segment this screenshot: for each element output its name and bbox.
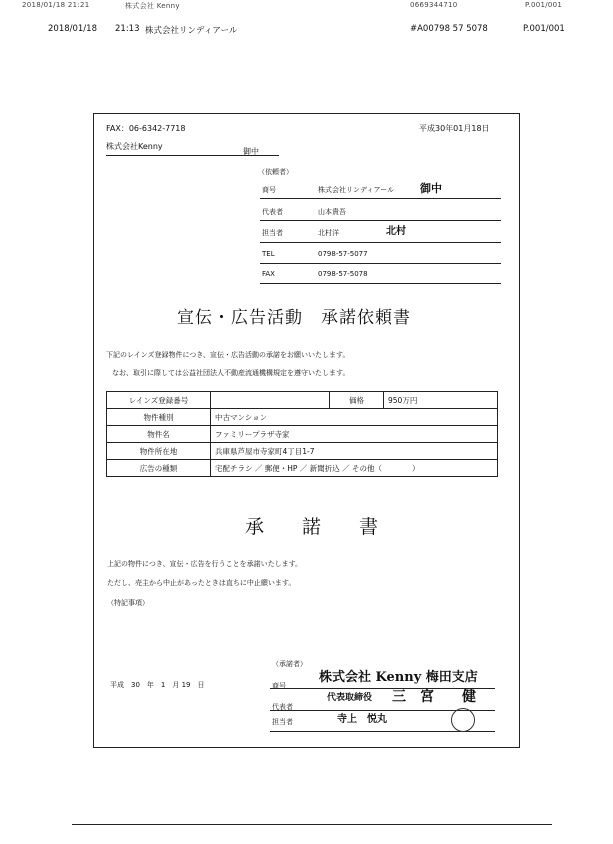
fax-header-top-sender: 株式会社 Kenny <box>125 2 180 10</box>
company-value: 株式会社リンディアール <box>318 186 395 194</box>
fax-label: FAX <box>262 270 275 278</box>
table-row-reins <box>107 392 498 409</box>
fax-header-page: P.001/001 <box>523 24 565 34</box>
rep-value: 山本貴吾 <box>318 208 346 216</box>
fax-header-date: 2018/01/18 <box>48 24 97 34</box>
special-notes: （特記事項） <box>107 599 149 607</box>
fax-header-top-datetime: 2018/01/18 21:21 <box>22 1 90 9</box>
recipient-suffix: 御中 <box>243 147 259 156</box>
document-date: 平成30年01月18日 <box>419 124 490 133</box>
rep-label: 代表者 <box>262 208 283 216</box>
recipient-underline <box>106 155 279 156</box>
approver-rep-label: 代表者 <box>272 703 293 711</box>
fax-header-faxno: #A00798 57 5078 <box>410 24 488 34</box>
property-table <box>106 391 498 477</box>
reins-value <box>211 392 330 409</box>
consent-line-2: ただし、売主から中止があったときは直ちに中止願います。 <box>107 579 296 587</box>
method-label: 広告の種類 <box>107 460 211 477</box>
price-label: 価格 <box>330 392 384 409</box>
approver-person: 寺上 悦丸 <box>337 714 387 725</box>
name-value: ファミリープラザ寺家 <box>211 426 498 443</box>
tel-label: TEL <box>262 250 275 258</box>
fax-value: 0798-57-5078 <box>318 270 368 278</box>
company-handwritten: 御中 <box>420 182 442 195</box>
fax-header-top-page: P.001/001 <box>525 1 563 9</box>
name-label: 物件名 <box>107 426 211 443</box>
tel-underline <box>260 263 501 264</box>
consent-title: 承 諾 書 <box>245 516 379 538</box>
price-value: 950万円 <box>384 392 498 409</box>
approver-rep-title: 代表取締役 <box>327 693 373 703</box>
fax-underline <box>260 283 501 284</box>
requester-heading: （依頼者） <box>258 168 293 176</box>
method-value: 宅配チラシ ／ 郵便・HP ／ 新聞折込 ／ その他（ ） <box>211 460 498 477</box>
fax-header-sender: 株式会社リンディアール <box>145 26 238 36</box>
approve-date: 平成 30 年 1 月 19 日 <box>110 681 205 689</box>
table-row-name <box>107 426 498 443</box>
location-label: 物件所在地 <box>107 443 211 460</box>
person-value: 北村洋 <box>318 229 339 237</box>
approver-person-label: 担当者 <box>272 718 293 726</box>
footer-rule <box>72 824 552 825</box>
table-row-location <box>107 443 498 460</box>
person-seal: 北村 <box>386 226 406 237</box>
type-value: 中古マンション <box>211 409 498 426</box>
intro-line-2: なお、取引に際しては公益社団法人不動産流通機構規定を遵守いたします。 <box>112 369 350 377</box>
approver-heading: （承諾者） <box>272 660 307 668</box>
consent-line-1: 上記の物件につき、宣伝・広告を行うことを承諾いたします。 <box>107 560 303 568</box>
location-value: 兵庫県芦屋市寺家町4丁目1-7 <box>211 443 498 460</box>
table-row-method <box>107 460 498 477</box>
intro-line-1: 下記のレインズ登録物件につき、宣伝・広告活動の承諾をお願いいたします。 <box>106 351 350 359</box>
approver-company: 株式会社 Kenny 梅田支店 <box>319 670 478 685</box>
recipient-name: 株式会社Kenny <box>106 142 163 151</box>
company-underline <box>260 198 501 199</box>
company-label: 商号 <box>262 186 276 194</box>
reins-label: レインズ登録番号 <box>107 392 211 409</box>
fax-to: FAX：06-6342-7718 <box>106 124 186 133</box>
approver-company-label: 商号 <box>272 682 286 690</box>
rep-underline <box>260 220 501 221</box>
document-title: 宣伝・広告活動 承諾依頼書 <box>177 308 411 328</box>
person-label: 担当者 <box>262 229 283 237</box>
fax-header-time: 21:13 <box>115 24 140 34</box>
fax-header-top-faxno: 0669344710 <box>410 1 458 9</box>
approver-rep-name: 三 宮 健 <box>392 689 476 705</box>
type-label: 物件種別 <box>107 409 211 426</box>
person-underline <box>260 242 501 243</box>
seal-stamp <box>451 708 475 732</box>
tel-value: 0798-57-5077 <box>318 250 368 258</box>
table-row-type <box>107 409 498 426</box>
